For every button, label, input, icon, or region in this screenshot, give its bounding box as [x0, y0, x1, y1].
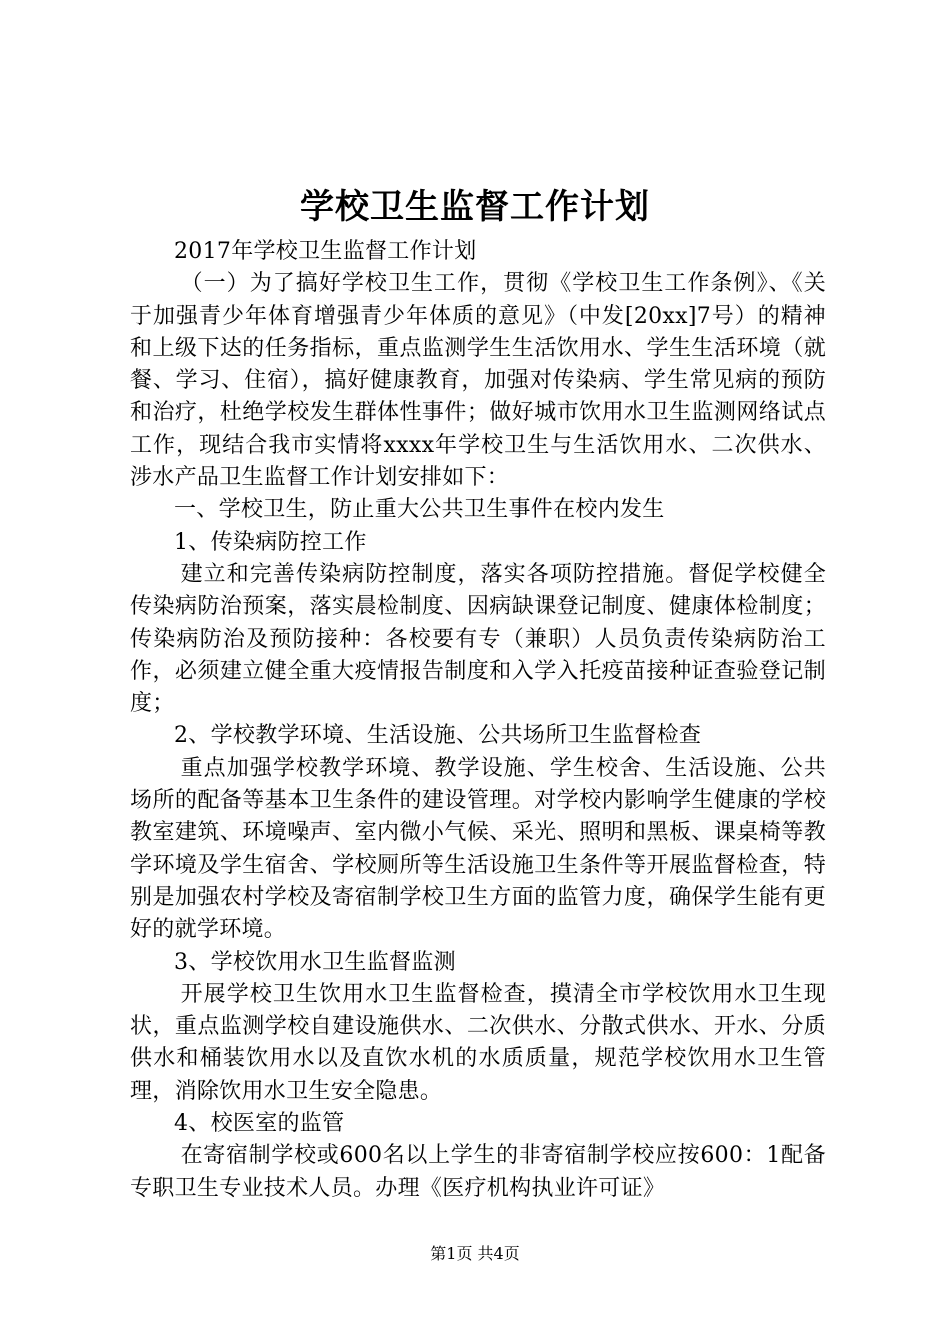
paragraph: 在寄宿制学校或600名以上学生的非寄宿制学校应按600：1配备专职卫生专业技术人员。办理《医疗机构执业许可证》: [130, 1143, 826, 1201]
subsection-heading: 3、学校饮用水卫生监督监测: [174, 949, 456, 975]
document-body: [130, 236, 826, 1205]
paragraph-subtitle: 2017年学校卫生监督工作计划: [174, 239, 477, 264]
paragraph: 重点加强学校教学环境、教学设施、学生校舍、生活设施、公共场所的配备等基本卫生条件的建设管理。对学校内影响学生健康的学校教室建筑、环境噪声、室内微小气候、采光、照明和黑板、课桌椅等教学环境及学生宿舍、学校厕所等生活设施卫生条件等开展监督检查，特别是加强农村学校及寄宿制学校卫生方面的监管力度，确保学生能有更好的就学环境。: [130, 755, 826, 943]
paragraph-intro: （一）为了搞好学校卫生工作，贯彻《学校卫生工作条例》、《关于加强青少年体育增强青少年体质的意见》（中发[20xx]7号）的精神和上级下达的任务指标，重点监测学生生活饮用水、学生生活环境（就餐、学习、住宿），搞好健康教育，加强对传染病、学生常见病的预防和治疗，杜绝学校发生群体性事件；做好城市饮用水卫生监测网络试点工作，现结合我市实情将xxxx年学校卫生与生活饮用水、二次供水、涉水产品卫生监督工作计划安排如下：: [130, 271, 826, 491]
document-title: 学校卫生监督工作计划: [300, 187, 650, 227]
subsection-heading: 4、校医室的监管: [174, 1111, 345, 1137]
paragraph: 建立和完善传染病防控制度，落实各项防控措施。督促学校健全传染病防治预案，落实晨检制度、因病缺课登记制度、健康体检制度；传染病防治及预防接种：各校要有专（兼职）人员负责传染病防治工作，必须建立健全重大疫情报告制度和入学入托疫苗接种证查验登记制度；: [130, 561, 826, 717]
paragraph: 开展学校卫生饮用水卫生监督检查，摸清全市学校饮用水卫生现状，重点监测学校自建设施供水、二次供水、分散式供水、开水、分质供水和桶装饮用水以及直饮水机的水质质量，规范学校饮用水卫生管理，消除饮用水卫生安全隐患。: [130, 981, 826, 1104]
section-heading: 一、学校卫生，防止重大公共卫生事件在校内发生: [174, 497, 665, 523]
page-footer: 第1页 共4页: [430, 1244, 520, 1263]
subsection-heading: 2、学校教学环境、生活设施、公共场所卫生监督检查: [174, 723, 702, 749]
subsection-heading: 1、传染病防控工作: [174, 529, 367, 555]
